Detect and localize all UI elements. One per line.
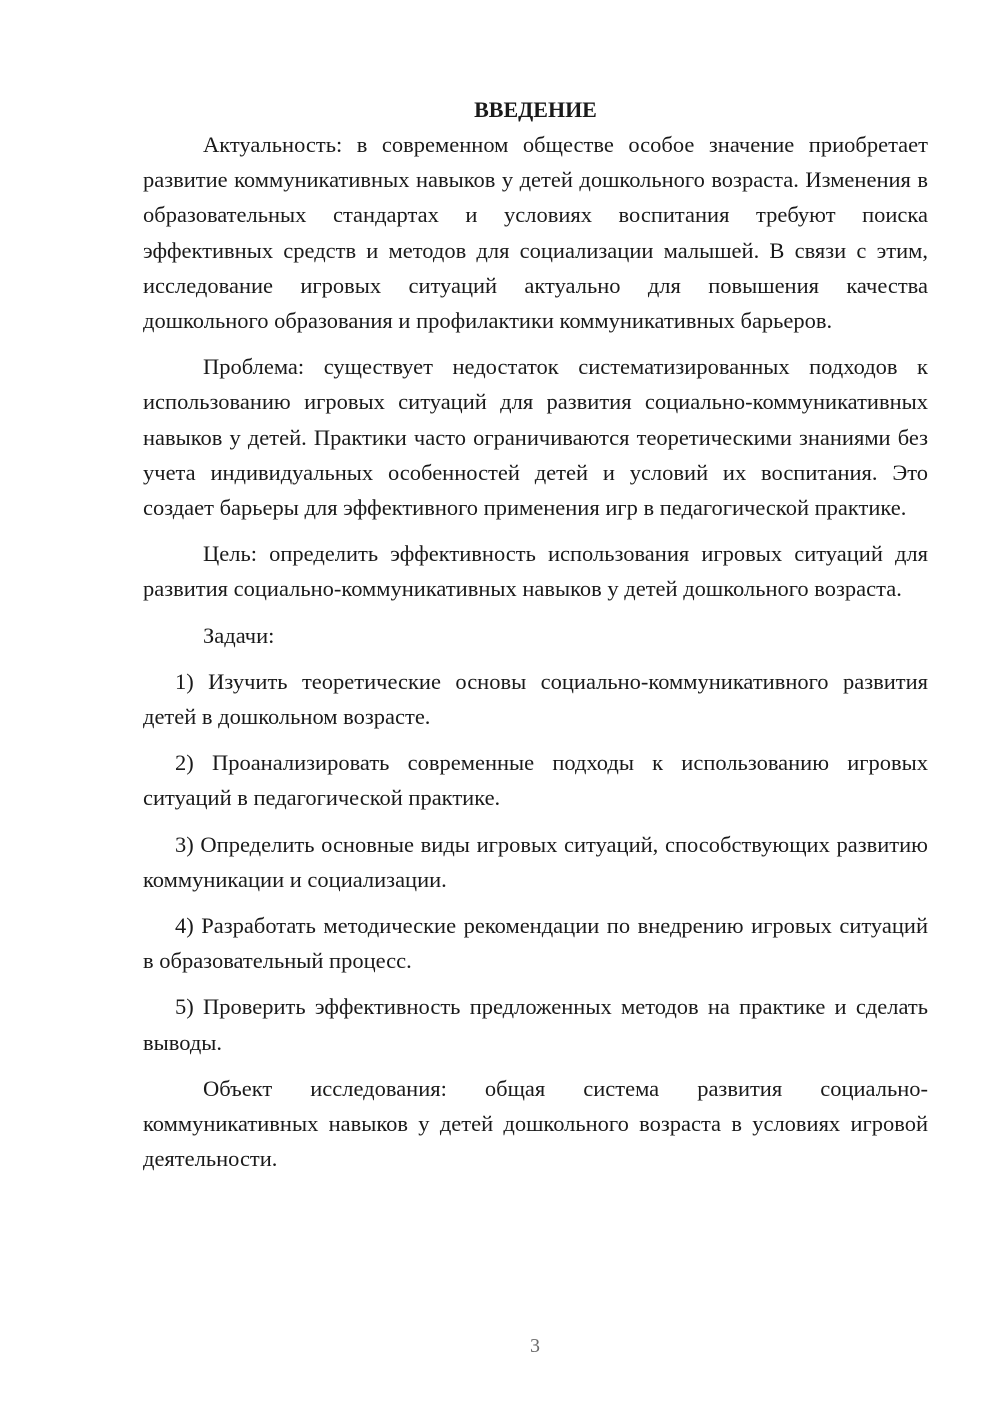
paragraph-object: Объект исследования: общая система развития социально-коммуникативных навыков у детей дошкольного возраста в условиях игровой деятельности. [143,1075,928,1172]
task-item: 3) Определить основные виды игровых ситуаций, способствующих развитию коммуникации и социализации. [143,831,928,892]
task-item: 4) Разработать методические рекомендации по внедрению игровых ситуаций в образовательный процесс. [143,913,928,974]
page-number: 3 [530,1335,540,1357]
paragraph-problem: Проблема: существует недостаток систематизированных подходов к использованию игровых ситуаций для развития социально-коммуникативных навыков у детей. Практики часто ограничиваются теоретическими знаниями без учета индивидуальных особенностей детей и условий их воспитания. Это создает барьеры для эффективного применения игр в педагогической практике. [143,354,928,521]
paragraph-goal: Цель: определить эффективность использования игровых ситуаций для развития социально-коммуникативных навыков у детей дошкольного возраста. [143,541,928,602]
task-item: 2) Проанализировать современные подходы к использованию игровых ситуаций в педагогической практике. [143,750,928,811]
task-item: 5) Проверить эффективность предложенных методов на практике и сделать выводы. [143,994,928,1055]
page-content [143,92,928,1187]
page-title: ВВЕДЕНИЕ [474,97,597,122]
tasks-label: Задачи: [203,622,275,648]
paragraph-relevance: Актуальность: в современном обществе особое значение приобретает развитие коммуникативных навыков у детей дошкольного возраста. Изменения в образовательных стандартах и условиях воспитания требуют поиска эффективных средств и методов для социализации малышей. В связи с этим, исследование игровых ситуаций актуально для повышения качества дошкольного образования и профилактики коммуникативных барьеров. [143,132,928,334]
task-item: 1) Изучить теоретические основы социально-коммуникативного развития детей в дошкольном возрасте. [143,668,928,730]
